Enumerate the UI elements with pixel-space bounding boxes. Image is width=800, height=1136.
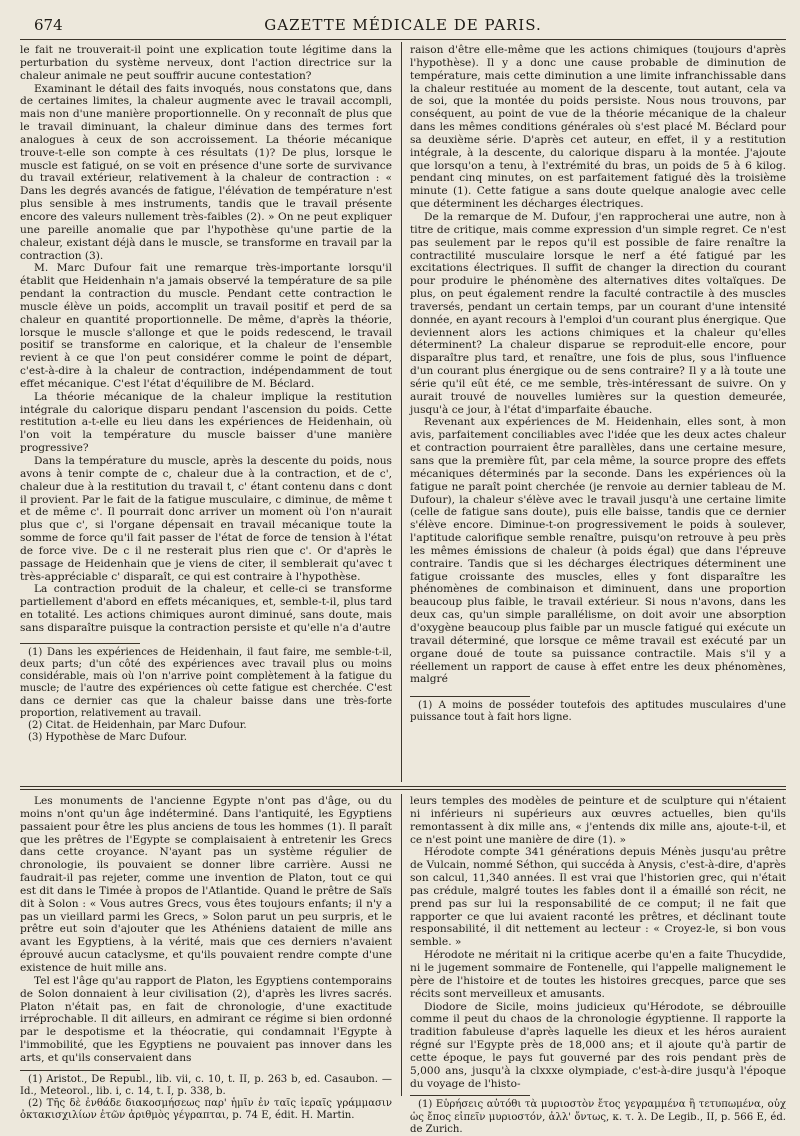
bottom-right-column [410, 795, 786, 1135]
paragraph: Les monuments de l'ancienne Egypte n'ont pas d'âge, ou du moins n'ont qu'un âge indéterminé. Dans l'antiquité, les Egyptiens passaient pour être les plus anciens de tous les hommes (1). Il paraît que les prêtres de l'Egypte se complaisaient à entretenir les Grecs dans cette croyance. N'ayant pas un système régulier de chronologie, ils pouvaient se donner libre carrière. Aussi ne faudrait-il pas rejeter, comme une invention de Platon, tout ce qui est dit dans le Timée à propos de l'Atlantide. Quand le prêtre de Saïs dit à Solon : « Vous autres Grecs, vous êtes toujours enfants; il n'y a pas un vieillard parmi les Grecs, » Solon parut un peu surpris, et le prêtre eut soin d'ajouter que les Athéniens dataient de mille ans avant les Egyptiens, à la vérité, mais que ces derniers n'avaient éprouvé aucun cataclysme, et qu'ils pouvaient rendre compte d'une existence de huit mille ans. [20, 795, 392, 974]
column-divider [401, 42, 402, 782]
footnote: (1) Εὑρήσεις αὐτόθι τὰ μυριοστὸν ἔτος γεγραμμένα ἢ τετυπωμένα, οὐχ ὡς ἔπος εἰπεῖν μυριοστόν, ἀλλ' ὄντως, κ. τ. λ. De Legib., II, p. 566 E, éd. de Zurich. [410, 1099, 786, 1135]
paragraph: Tel est l'âge qu'au rapport de Platon, les Egyptiens contemporains de Solon donnaient à leur civilisation (2), d'après les livres sacrés. Platon n'était pas, en fait de chronologie, d'une exactitude irréprochable. Il dit ailleurs, en admirant ce régime si bien ordonné par le despotisme et la théocratie, qui condamnait l'Egypte à l'immobilité, que les Egyptiens ne pouvaient pas innover dans les arts, et qu'ils conservaient dans [20, 974, 392, 1064]
paragraph: La contraction produit de la chaleur, et celle-ci se transforme partiellement d'abord en effets mécaniques, et, semble-t-il, plus tard en totalité. Les actions chimiques auront diminué, sans doute, mais sans disparaître puisque la contraction persiste et qu'elle n'a d'autre [20, 583, 392, 634]
paragraph: Hérodote ne méritait ni la critique acerbe qu'en a faite Thucydide, ni le jugement sommaire de Fontenelle, qui l'appelle malignement le père de l'histoire et de toutes les histoires grecques, parce que ses récits sont merveilleux et amusants. [410, 949, 786, 1000]
footnote-rule [20, 1070, 140, 1071]
footnotes [20, 647, 392, 745]
section-rule [20, 789, 786, 790]
paragraph: Diodore de Sicile, moins judicieux qu'Hérodote, se débrouille comme il peut du chaos de la chronologie égyptienne. Il rapporte la tradition fabuleuse d'après laquelle les dieux et les héros auraient régné sur l'Egypte près de 18,000 ans; et il ajoute qu'à partir de cette époque, le pays fut gouverné par des rois pendant près de 5,000 ans, jusqu'à la clxxxe olympiade, c'est-à-dire jusqu'à l'époque du voyage de l'histo- [410, 1000, 786, 1090]
page-title: GAZETTE MÉDICALE DE PARIS. [264, 16, 542, 34]
bottom-left-column [20, 795, 392, 1122]
footnotes [20, 1074, 392, 1123]
top-right-column [410, 44, 786, 782]
page-number: 674 [34, 16, 63, 34]
paragraph: Dans la température du muscle, après la descente du poids, nous avons à tenir compte de c, chaleur due à la contraction, et de c', chaleur due à la restitution du travail t, c' étant contenu dans c dont il provient. Par le fait de la fatigue musculaire, c diminue, de même t et de même c'. Il pourrait donc arriver un moment où l'on n'aurait plus que c', si l'organe dépensait en travail mécanique toute la somme de force qu'il fait passer de l'état de force de tension à l'état de force vive. De c il ne resterait plus rien que c'. Or d'après le passage de Heidenhain que je viens de citer, il semblerait qu'avec t très-appréciable c' disparaît, ce qui est contraire à l'hypothèse. [20, 455, 392, 583]
footnotes [410, 1099, 786, 1136]
footnote-rule [20, 643, 140, 644]
footnotes [410, 700, 786, 724]
top-left-column [20, 44, 392, 782]
paragraph: Examinant le détail des faits invoqués, nous constatons que, dans de certaines limites, la chaleur augmente avec le travail accompli, mais non d'une manière proportionnelle. On y reconnaît de plus que le travail diminuant, la chaleur diminue dans des termes fort analogues à ceux de son accroissement. La théorie mécanique trouve-t-elle son compte à ces résultats (1)? De plus, lorsque le muscle est fatigué, on se voit en présence d'une sorte de survivance du travail extérieur, relativement à la chaleur de contraction : « Dans les degrés avancés de fatigue, l'élévation de température n'est plus sensible à mes instruments, tandis que le travail présente encore des valeurs nullement très-faibles (2). » On ne peut expliquer une pareille anomalie que par l'hypothèse qu'une partie de la chaleur, existant déjà dans le muscle, se transforme en travail par la contraction (3). [20, 82, 392, 262]
footnote: (2) Citat. de Heidenhain, par Marc Dufour. [28, 720, 247, 732]
paragraph: le fait ne trouverait-il point une explication toute légitime dans la perturbation du système nerveux, dont l'action directrice sur la chaleur animale ne peut souffrir aucune contestation? [20, 44, 392, 82]
footnote: (3) Hypothèse de Marc Dufour. [28, 732, 187, 744]
footnote: (1) Aristot., De Republ., lib. vii, c. 10, t. II, p. 263 b, ed. Casaubon. — Id., Meteorol., lib. i, c. 14, t. I, p. 338, b. [20, 1073, 392, 1097]
paragraph: La théorie mécanique de la chaleur implique la restitution intégrale du calorique disparu pendant l'ascension du poids. Cette restitution a-t-elle eu lieu dans les expériences de Heidenhain, où l'on voit la température du muscle baisser d'une manière progressive? [20, 390, 392, 455]
paragraph: Hérodote compte 341 générations depuis Ménès jusqu'au prêtre de Vulcain, nommé Séthon, qui succéda à Anysis, c'est-à-dire, d'après son calcul, 11,340 années. Il est vrai que l'historien grec, qui n'était pas crédule, malgré toutes les fables dont il a émaillé son récit, ne prend pas sur lui la responsabilité de ce comput; il ne fait que rapporter ce que lui avaient raconté les prêtres, et déclinant toute responsabilité, il dit nettement au lecteur : « Croyez-le, si bon vous semble. » [410, 846, 786, 949]
paragraph: M. Marc Dufour fait une remarque très-importante lorsqu'il établit que Heidenhain n'a jamais observé la température de sa pile pendant la contraction du muscle. Pendant cette contraction le muscle élève un poids, accomplit un travail positif et perd de sa chaleur en quantité proportionnelle. De même, d'après la théorie, lorsque le muscle s'allonge et que le poids redescend, le travail positif se transforme en calorique, et la chaleur de l'ensemble revient à ce que l'on peut considérer comme le point de départ, c'est-à-dire à la chaleur de contraction, indépendamment de tout effet mécanique. C'est l'état d'équilibre de M. Béclard. [20, 262, 392, 390]
column-divider [401, 794, 402, 1096]
section-rule [20, 786, 786, 787]
paragraph: raison d'être elle-même que les actions chimiques (toujours d'après l'hypothèse). Il y a donc une cause probable de diminution de température, mais cette diminution a une limite infranchissable dans la chaleur restituée au moment de la descente, tout autant, cela va de soi, que la montée du poids persiste. Nous nous trouvons, par conséquent, au point de vue de la théorie mécanique de la chaleur dans les mêmes conditions générales où s'est placé M. Béclard pour sa deuxième série. D'après cet auteur, en effet, il y a restitution intégrale, à la descente, du calorique disparu à la montée. J'ajoute que lorsqu'on a tenu, à l'extrémité du bras, un poids de 5 à 6 kilog. pendant cinq minutes, on est parfaitement fatigué dès la troisième minute (1). Cette fatigue a sans doute quelque analogie avec celle que déterminent les décharges électriques. [410, 44, 786, 211]
header-rule [20, 39, 786, 40]
paragraph: De la remarque de M. Dufour, j'en rapprocherai une autre, non à titre de critique, mais comme expression d'un simple regret. Ce n'est pas seulement par le repos qu'il est possible de faire renaître la contractilité musculaire lorsque le nerf a été fatigué par les excitations électriques. Il suffit de changer la direction du courant pour produire le phénomène des alternatives dites voltaïques. De plus, on peut également rendre la faculté contractile à des muscles traversés, pendant un certain temps, par un courant d'une intensité donnée, en ayant recours à l'emploi d'un courant plus énergique. Que deviennent alors les actions chimiques et la chaleur qu'elles déterminent? La chaleur disparue se reproduit-elle encore, pour disparaître plus tard, et renaître, une fois de plus, sous l'influence d'un courant plus énergique ou de sens contraire? Il y a là toute une série qu'il eût été, ce me semble, très-intéressant de suivre. On y aurait trouvé de nouvelles lumières sur la question demeurée, jusqu'à ce jour, à l'état d'imparfaite ébauche. [410, 210, 786, 416]
footnote: (2) Τῆς δὲ ἐνθάδε διακοσμήσεως παρ' ἡμῖν ἐν ταῖς ἱεραῖς γράμμασιν ὀκτακισχιλίων ἐτῶν ἀριθμὸς γέγραπται, p. 74 E, édit. H. Martin. [20, 1098, 392, 1122]
footnote: (1) Dans les expériences de Heidenhain, il faut faire, me semble-t-il, deux parts; d'un côté des expériences avec travail plus ou moins considérable, mais où l'on n'arrive point complètement à la fatigue du muscle; de l'autre des expériences où cette fatigue est cherchée. C'est dans ce dernier cas que la chaleur baisse dans une très-forte proportion, relativement au travail. [20, 646, 392, 719]
footnote-rule [410, 1095, 530, 1096]
paragraph: leurs temples des modèles de peinture et de sculpture qui n'étaient ni inférieurs ni supérieurs aux œuvres actuelles, bien qu'ils remontassent à dix mille ans, « j'entends dix mille ans, ajoute-t-il, et ce n'est point une manière de dire (1). » [410, 795, 786, 846]
footnote-rule [410, 696, 530, 697]
page-header [20, 14, 786, 36]
footnote: (1) A moins de posséder toutefois des aptitudes musculaires d'une puissance tout à fait hors ligne. [410, 700, 786, 724]
paragraph: Revenant aux expériences de M. Heidenhain, elles sont, à mon avis, parfaitement conciliables avec l'idée que les deux actes chaleur et contraction pourraient être parallèles, dans une certaine mesure, sans que la première fût, par cela même, la source propre des effets mécaniques déterminés par la seconde. Dans les expériences où la fatigue ne paraît point cherchée (je renvoie au dernier tableau de M. Dufour), la chaleur s'élève avec le travail jusqu'à une certaine limite (celle de fatigue sans doute), puis elle baisse, tandis que ce dernier s'élève encore. Diminue-t-on progressivement le poids à soulever, l'aptitude calorifique semble renaître, puisqu'on retrouve à peu près les mêmes émissions de chaleur (à poids égal) que dans l'épreuve contraire. Tandis que si les décharges électriques déterminent une fatigue croissante des muscles, elles y font disparaître les phénomènes de combinaison et diminuent, dans une proportion beaucoup plus faible, le travail extérieur. Si nous n'avons, dans les deux cas, qu'un simple parallélisme, on doit avoir une absorption d'oxygène beaucoup plus faible par un muscle fatigué qui exécute un travail déterminé, que lorsque ce même travail est exécuté par un organe doué de toute sa puissance contractile. Mais s'il y a réellement un rapport de cause à effet entre les deux phénomènes, malgré [410, 416, 786, 686]
